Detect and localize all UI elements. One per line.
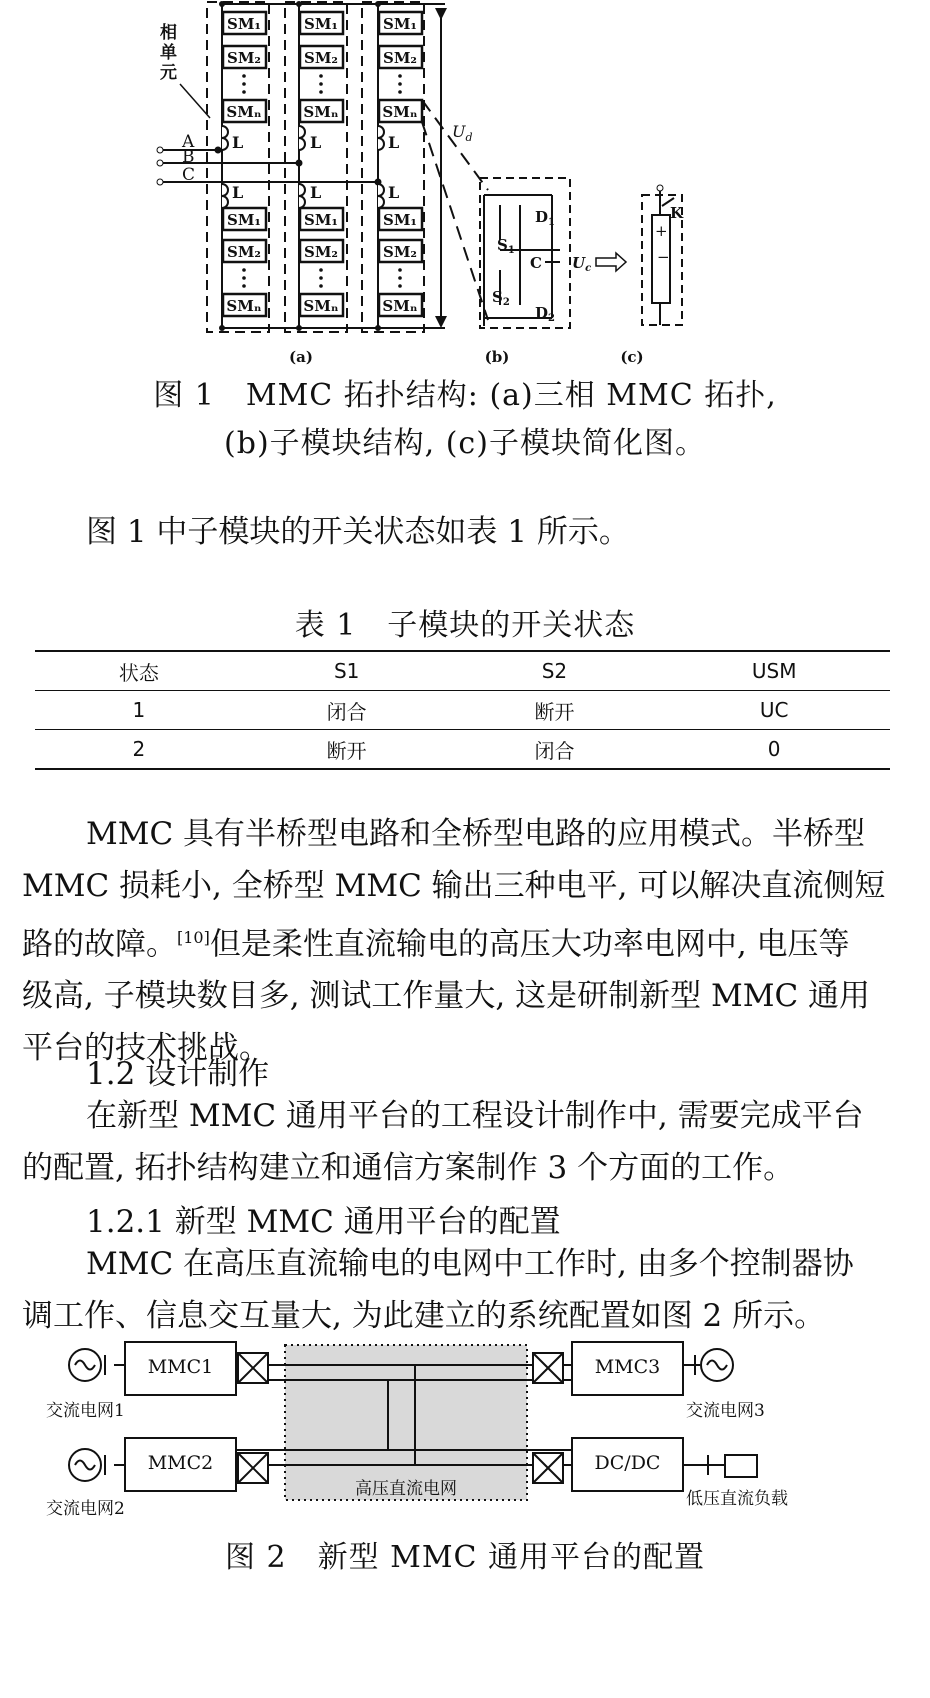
figure-1-caption-line1: 图 1 MMC 拓扑结构: (a)三相 MMC 拓扑, (153, 378, 777, 413)
svg-text:SM₁: SM₁ (382, 211, 418, 229)
table-cell: 闭合 (534, 738, 575, 763)
para-line: 但是柔性直流输电的高压大功率电网中, 电压等 (209, 926, 850, 963)
svg-text:SM₁: SM₁ (382, 15, 418, 33)
para-line: 的配置, 拓扑结构建立和通信方案制作 3 个方面的工作。 (22, 1150, 795, 1186)
svg-text:Uc: $U_c$ (572, 254, 592, 274)
svg-text:A: A (182, 132, 195, 152)
svg-text:SMₙ: SMₙ (382, 297, 418, 315)
svg-text:K: K (670, 204, 684, 222)
figure-1-caption-line2: (b)子模块结构, (c)子模块简化图。 (224, 426, 706, 461)
para-line: 调工作、信息交互量大, 为此建立的系统配置如图 2 所示。 (22, 1298, 826, 1334)
svg-text:(a): (a) (289, 348, 313, 366)
svg-text:D2: $D_2$ (535, 304, 555, 324)
svg-text:SM₂: SM₂ (303, 49, 339, 67)
heading-1-2: 1.2 设计制作 (86, 1056, 270, 1092)
table-cell: UC (759, 698, 789, 722)
box-mmc2: MMC2 (147, 1452, 214, 1474)
svg-text:SM₁: SM₁ (226, 15, 262, 33)
para-table-ref: 图 1 中子模块的开关状态如表 1 所示。 (86, 514, 630, 550)
label-lv-load: 低压直流负载 (686, 1489, 788, 1509)
svg-text:B: B (182, 147, 195, 167)
svg-text:S2: $S_2$ (492, 288, 510, 308)
svg-text:SMₙ: SMₙ (303, 103, 339, 121)
svg-text:SM₁: SM₁ (226, 211, 262, 229)
box-dcdc: DC/DC (594, 1452, 661, 1474)
citation: [10] (177, 928, 210, 947)
box-mmc3: MMC3 (594, 1356, 661, 1378)
svg-text:L: L (310, 133, 322, 152)
table-header: USM (751, 659, 797, 683)
table-cell: 断开 (326, 738, 367, 763)
para-line: MMC 在高压直流输电的电网中工作时, 由多个控制器协 (86, 1246, 854, 1282)
svg-text:L: L (232, 183, 244, 202)
table-cell: 0 (767, 737, 781, 761)
svg-text:C: C (182, 165, 196, 185)
label-hv-grid: 高压直流电网 (355, 1479, 457, 1499)
svg-text:D1: $D_1$ (535, 208, 555, 228)
svg-text:元: 元 (160, 63, 177, 83)
table-row (35, 691, 890, 730)
svg-text:SM₂: SM₂ (382, 243, 418, 261)
label-ac-grid-3: 交流电网3 (686, 1401, 765, 1421)
svg-text:(c): (c) (620, 348, 644, 366)
table-1 (35, 650, 890, 770)
para-mmc-modes (22, 808, 912, 1074)
table-header: S2 (541, 659, 568, 683)
svg-text:L: L (232, 133, 244, 152)
svg-text:L: L (388, 133, 400, 152)
para-line: 路的故障。 (22, 926, 177, 963)
para-line: MMC 具有半桥型电路和全桥型电路的应用模式。半桥型 (86, 816, 866, 852)
box-mmc1: MMC1 (147, 1356, 214, 1378)
svg-text:SM₁: SM₁ (303, 211, 339, 229)
svg-text:SM₁: SM₁ (303, 15, 339, 33)
figure-1-diagram (150, 0, 710, 370)
table-header-row (35, 651, 890, 691)
table-row (35, 730, 890, 770)
svg-text:SMₙ: SMₙ (226, 103, 262, 121)
svg-text:SM₂: SM₂ (382, 49, 418, 67)
svg-text:C: C (530, 254, 542, 272)
svg-text:SM₂: SM₂ (303, 243, 339, 261)
svg-text:相: 相 (160, 23, 177, 43)
figure-2-caption: 图 2 新型 MMC 通用平台的配置 (224, 1540, 706, 1575)
table-cell: 1 (132, 698, 146, 722)
label-ac-grid-1: 交流电网1 (46, 1401, 125, 1421)
table-cell: 闭合 (326, 699, 367, 724)
para-line: MMC 损耗小, 全桥型 MMC 输出三种电平, 可以解决直流侧短 (22, 868, 886, 904)
svg-text:L: L (310, 183, 322, 202)
svg-text:SMₙ: SMₙ (382, 103, 418, 121)
table-cell: 2 (132, 737, 146, 761)
table-cell: 断开 (534, 699, 575, 724)
svg-text:SMₙ: SMₙ (303, 297, 339, 315)
para-line: 在新型 MMC 通用平台的工程设计制作中, 需要完成平台 (86, 1098, 864, 1134)
table-header: S1 (333, 659, 360, 683)
para-line: 平台的技术挑战。 (22, 1030, 270, 1067)
svg-text:SM₂: SM₂ (226, 49, 262, 67)
svg-text:SM₂: SM₂ (226, 243, 262, 261)
para-design (22, 1090, 912, 1194)
svg-text:−: − (657, 248, 670, 266)
svg-text:+: + (655, 222, 668, 240)
heading-1-2-1: 1.2.1 新型 MMC 通用平台的配置 (86, 1204, 561, 1240)
svg-text:SMₙ: SMₙ (226, 297, 262, 315)
svg-text:Ud: $U_d$ (452, 122, 473, 144)
label-ac-grid-2: 交流电网2 (46, 1499, 125, 1519)
svg-text:单: 单 (160, 43, 177, 63)
table-1-caption: 表 1 子模块的开关状态 (294, 608, 636, 643)
para-line: 级高, 子模块数目多, 测试工作量大, 这是研制新型 MMC 通用 (22, 978, 871, 1015)
svg-text:(b): (b) (484, 348, 510, 366)
svg-text:S1: $S_1$ (497, 236, 515, 256)
table-header: 状态 (118, 660, 159, 685)
svg-text:L: L (388, 183, 400, 202)
para-config (22, 1238, 912, 1342)
